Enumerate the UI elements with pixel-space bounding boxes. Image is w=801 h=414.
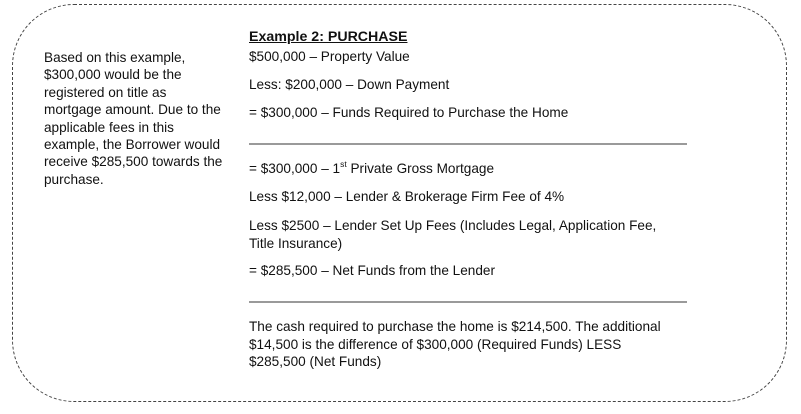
funds-required-line: = $300,000 – Funds Required to Purchase the Home bbox=[249, 105, 569, 120]
divider-top bbox=[249, 143, 687, 145]
property-value-line: $500,000 – Property Value bbox=[249, 49, 410, 64]
side-note: Based on this example, $300,000 would be the registered on title as mortgage amount. Due to the applicable fees in this example, the Borrower would receive $285,500 towards the purchase. bbox=[44, 50, 223, 187]
brokerage-fee-line: Less $12,000 – Lender & Brokerage Firm Fee of 4% bbox=[249, 189, 565, 204]
gross-mortgage-prefix: = $300,000 – 1 bbox=[249, 161, 341, 176]
down-payment-line: Less: $200,000 – Down Payment bbox=[249, 77, 450, 92]
example-title: Example 2: PURCHASE bbox=[249, 29, 408, 45]
gross-mortgage-suffix: Private Gross Mortgage bbox=[346, 161, 495, 176]
divider-bottom bbox=[249, 301, 687, 303]
net-funds-line: = $285,500 – Net Funds from the Lender bbox=[249, 263, 495, 278]
setup-fees-line: Less $2500 – Lender Set Up Fees (Includes Legal, Application Fee, Title Insurance) bbox=[249, 218, 657, 251]
summary-paragraph: The cash required to purchase the home is $214,500. The additional $14,500 is the difference of $300,000 (Required Funds) LESS $285,500 (Net Funds) bbox=[249, 319, 661, 370]
ordinal-superscript: st bbox=[340, 159, 347, 169]
gross-mortgage-line bbox=[249, 161, 494, 176]
